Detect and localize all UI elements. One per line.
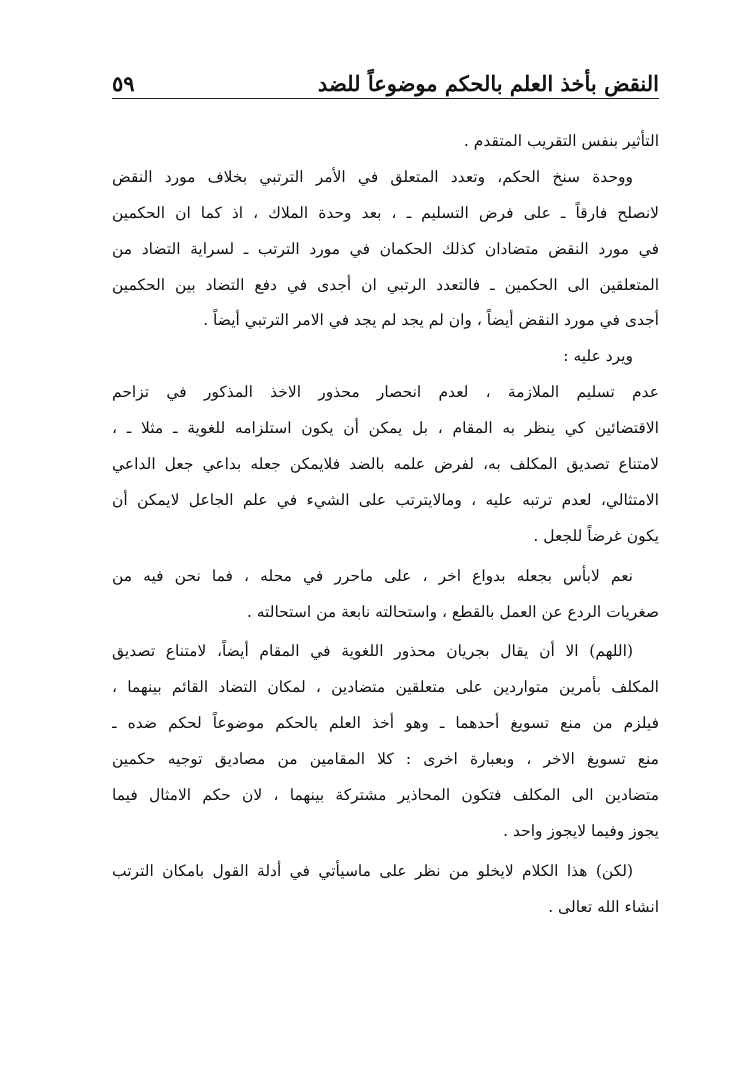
text-line: متضادين الى المكلف فتكون المحاذير مشتركة بينهما ، لان حكم الامثال فيما: [112, 786, 659, 805]
text-line: عدم تسليم الملازمة ، لعدم انحصار محذور الاخذ المذكور في تزاحم: [112, 383, 659, 402]
text-line: يكون غرضاً للجعل .: [533, 526, 659, 545]
text-line: ووحدة سنخ الحكم، وتعدد المتعلق في الأمر الترتبي بخلاف مورد النقض: [112, 167, 633, 186]
page-number: ٥٩: [112, 71, 135, 96]
text-line: التأثير بنفس التقريب المتقدم .: [463, 132, 659, 150]
text-line: لانصلح فارقاً ـ على فرض التسليم ـ ، بعد وحدة الملاك ، اذ كما ان الحكمين: [112, 203, 659, 222]
text-line: أجدى في مورد النقض أيضاً ، وان لم يجد لم يجد في الامر الترتبي أيضاً .: [203, 311, 659, 330]
running-header: [112, 56, 659, 96]
text-line: الامتثالي، لعدم ترتبه عليه ، ومالايترتب على الشيء في علم الجاعل لايمكن أن: [112, 490, 659, 509]
text-line: فيلزم من منع تسويغ أحدهما ـ وهو أخذ العلم بالحكم موضوعاً لحكم ضده ـ: [112, 714, 659, 733]
text-line: منع تسويغ الاخر ، وبعبارة اخرى : كلا المقامين من مصاديق توجيه حكمين: [112, 750, 659, 769]
text-line: (اللهم) الا أن يقال بجريان محذور اللغوية في المقام أيضاً، لامتناع تصديق: [112, 642, 633, 661]
header-divider: [112, 98, 659, 99]
text-line: المتعلقين الى الحكمين ـ فالتعدد الرتبي ان أجدى في دفع التضاد بين الحكمين: [112, 275, 659, 294]
text-line: انشاء الله تعالى .: [548, 897, 659, 916]
body-text: [112, 124, 659, 926]
header-title: النقض بأخذ العلم بالحكم موضوعاً للضد: [317, 71, 659, 96]
text-line: (لكن) هذا الكلام لايخلو من نظر على ماسيأتي في أدلة القول بامكان الترتب: [112, 861, 633, 880]
text-line: ويرد عليه :: [563, 347, 633, 366]
text-line: صغريات الردع عن العمل بالقطع ، واستحالته نابعة من استحالته .: [246, 602, 659, 621]
text-line: الاقتضائين كي ينظر به المقام ، بل يمكن أن يكون استلزامه للغوية ـ مثلا ـ ،: [112, 419, 659, 438]
text-line: يجوز وفيما لايجوز واحد .: [503, 821, 659, 840]
text-line: المكلف بأمرين متواردين على متعلقين متضادين ، لمكان التضاد القائم بينهما ،: [112, 678, 659, 697]
text-line: نعم لابأس بجعله بدواع اخر ، على ماحرر في محله ، فما نحن فيه من: [112, 566, 633, 585]
text-line: لامتناع تصديق المكلف به، لفرض علمه بالضد فلايمكن جعله بداعي جعل الداعي: [112, 455, 659, 474]
text-line: في مورد النقض متضادان كذلك الحكمان في مورد الترتب ـ لسراية التضاد من: [112, 239, 659, 258]
